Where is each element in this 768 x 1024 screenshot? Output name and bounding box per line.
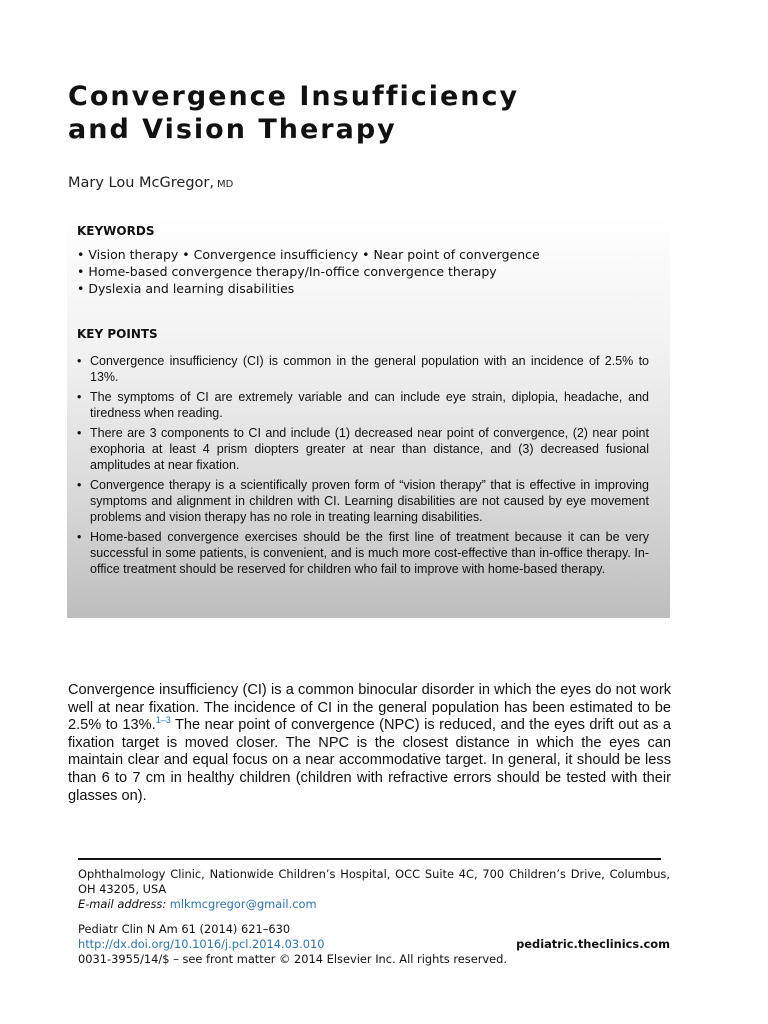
keyword-item: • Home-based convergence therapy/In-office convergence therapy: [77, 264, 497, 279]
bullet: •: [77, 426, 82, 440]
title-line-2: and Vision Therapy: [68, 114, 397, 145]
doi-link[interactable]: http://dx.doi.org/10.1016/j.pcl.2014.03.010: [78, 937, 325, 951]
author-name: Mary Lou McGregor,: [68, 175, 214, 191]
author-line: [68, 175, 233, 191]
keywords-keypoints-box: [67, 215, 670, 618]
bullet: •: [77, 354, 82, 368]
article-title: [68, 80, 708, 146]
key-point-item: • Convergence insufficiency (CI) is common in the general population with an incidence of 2.5% to 13%.: [77, 354, 649, 384]
key-point-item: • Convergence therapy is a scientifically proven form of “vision therapy” that is effective in improving symptoms and alignment in children with CI. Learning disabilities are not caused by eye movement problems and vision therapy has no role in treating learning disabilities.: [77, 478, 649, 524]
keywords-heading: KEYWORDS: [77, 224, 155, 238]
bullet: •: [77, 390, 82, 404]
bullet: •: [77, 530, 82, 544]
author-degree: MD: [216, 179, 234, 190]
key-point-item: • Home-based convergence exercises should be the first line of treatment because it can be very successful in some patients, is convenient, and is much more cost-effective than in-office therapy. In-office treatment should be reserved for children who fail to improve with home-based therapy.: [77, 530, 649, 576]
footer-rule: [78, 858, 661, 860]
keyword-item: • Dyslexia and learning disabilities: [77, 281, 295, 296]
email-line: [78, 897, 670, 912]
email-label: E-mail address:: [78, 897, 167, 911]
keywords-list: [77, 246, 667, 297]
email-link[interactable]: mlkmcgregor@gmail.com: [169, 897, 317, 911]
affiliation: Ophthalmology Clinic, Nationwide Children’s Hospital, OCC Suite 4C, 700 Children’s Drive, Columbus, OH 43205, USA: [78, 867, 670, 896]
title-line-1: Convergence Insufficiency: [68, 81, 520, 112]
citation: Pediatr Clin N Am 61 (2014) 621–630: [78, 922, 291, 936]
reference-link[interactable]: 1–3: [155, 715, 171, 726]
keyword-item: • Vision therapy • Convergence insufficiency • Near point of convergence: [77, 247, 540, 262]
intro-paragraph: Convergence insufficiency (CI) is a common binocular disorder in which the eyes do not work well at near fixation. The incidence of CI in the general population has been estimated to be 2.5% to 13%.$^{1-3}$ The near point of convergence (NPC) is reduced, and the eyes drift out as a fixation target is moved closer. The NPC is the closest distance in which the eyes can maintain clear and equal focus on a near accommodative target. In general, it should be less than 6 to 7 cm in healthy children (children with refractive errors should be tested with their glasses on).: [68, 682, 672, 804]
key-point-item: • There are 3 components to CI and include (1) decreased near point of convergence, (2) near point exophoria at least 4 prism diopters greater at near than distance, and (3) decreased fusional amplitudes at near fixation.: [77, 426, 649, 472]
key-point-item: • The symptoms of CI are extremely variable and can include eye strain, diplopia, headache, and tiredness when reading.: [77, 390, 649, 420]
key-points-heading: KEY POINTS: [77, 327, 158, 341]
journal-site: pediatric.theclinics.com: [516, 937, 670, 951]
publication-info: [78, 922, 670, 967]
key-points-list: [77, 353, 649, 581]
bullet: •: [77, 478, 82, 492]
affiliation-block: [78, 867, 670, 912]
copyright: 0031-3955/14/$ – see front matter © 2014 Elsevier Inc. All rights reserved.: [78, 952, 508, 966]
